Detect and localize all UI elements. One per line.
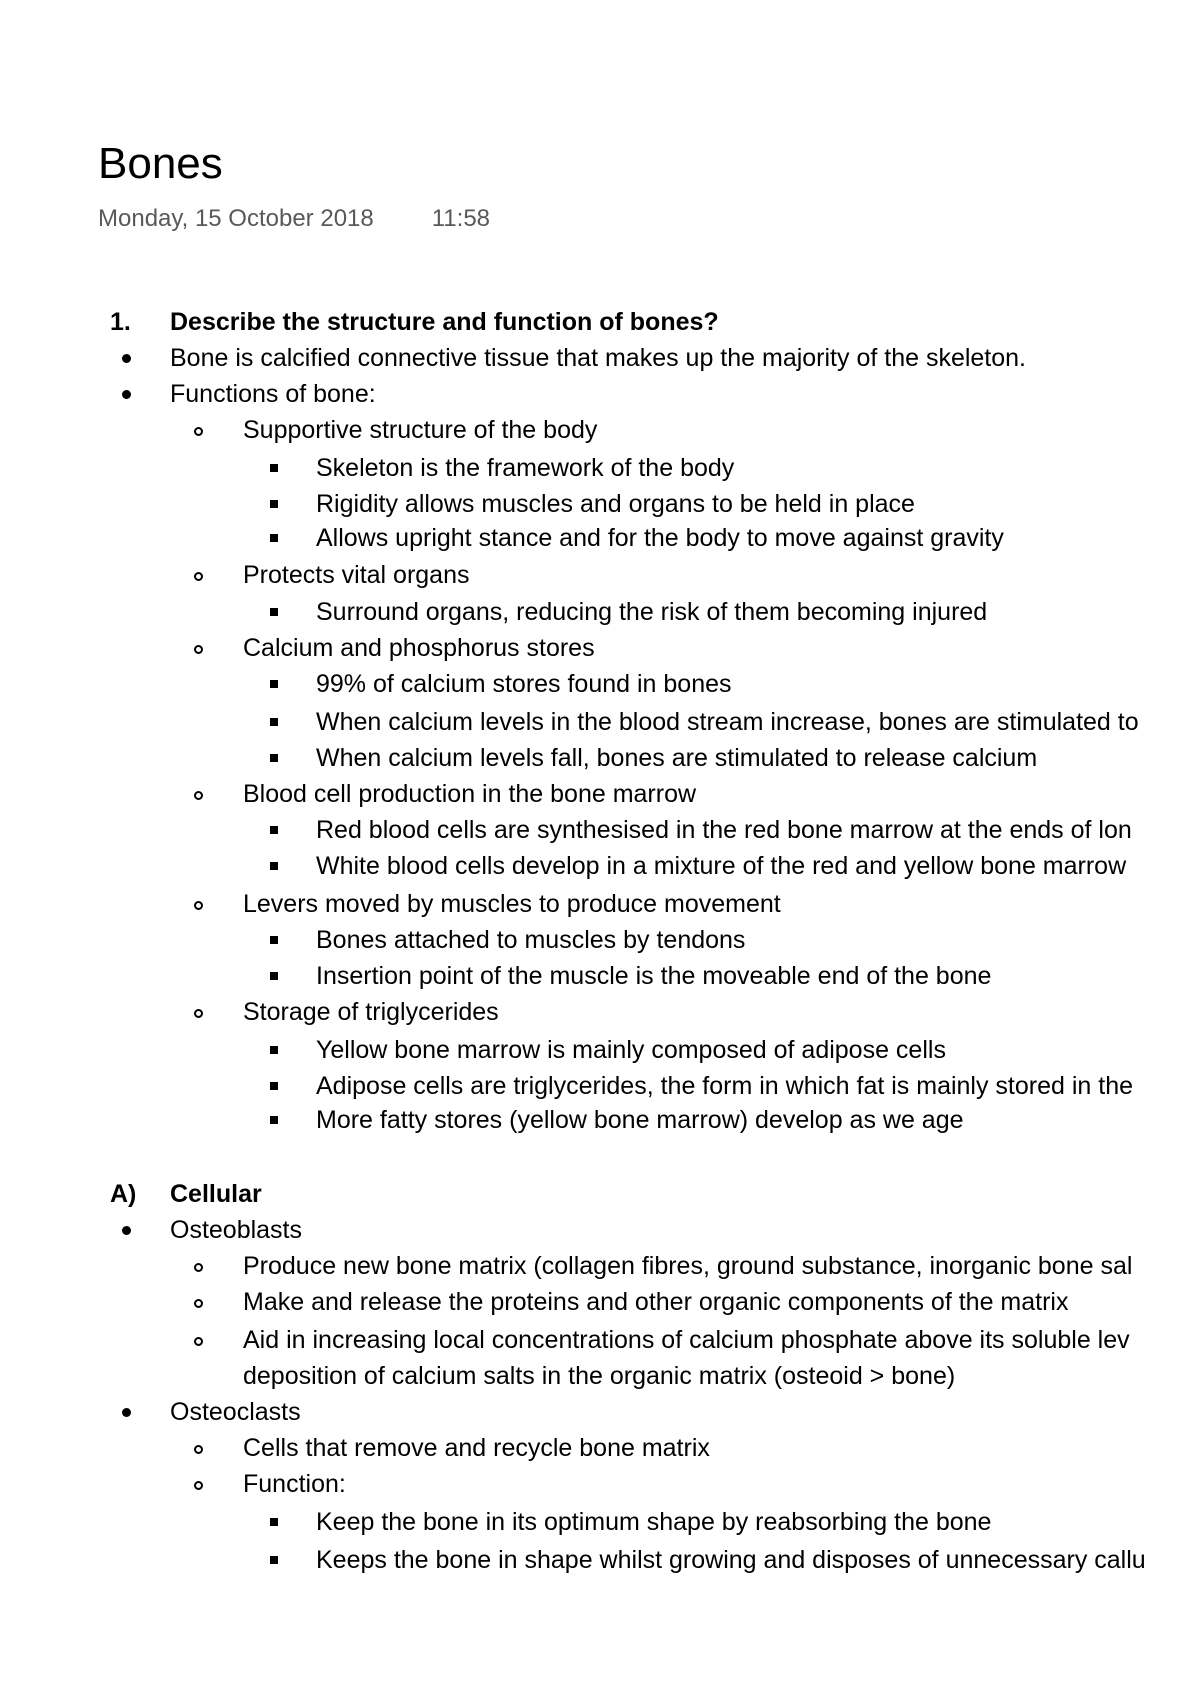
item-text: Functions of bone: xyxy=(170,380,376,408)
item-text: Osteoblasts xyxy=(170,1216,303,1244)
item-text: Skeleton is the framework of the body xyxy=(316,454,735,482)
bullet-circle-icon xyxy=(194,645,203,654)
bullet-circle-icon xyxy=(194,1481,203,1490)
bullet-square-icon xyxy=(270,680,278,688)
item-text: Bones attached to muscles by tendons xyxy=(316,926,746,954)
bullet-square-icon xyxy=(270,1518,278,1526)
item-text: Cells that remove and recycle bone matrix xyxy=(243,1434,710,1462)
bullet-circle-icon xyxy=(194,1337,203,1346)
item-text: When calcium levels in the blood stream increase, bones are stimulated to xyxy=(316,708,1139,736)
section-heading: Cellular xyxy=(170,1180,262,1208)
bullet-square-icon xyxy=(270,608,278,616)
item-text: White blood cells develop in a mixture of the red and yellow bone marrow xyxy=(316,852,1127,880)
bullet-circle-icon xyxy=(194,1445,203,1454)
bullet-square-icon xyxy=(270,754,278,762)
bullet-disc-icon xyxy=(122,1408,131,1417)
bullet-circle-icon xyxy=(194,1009,203,1018)
note-date: Monday, 15 October 2018 xyxy=(98,205,374,232)
item-text: Yellow bone marrow is mainly composed of adipose cells xyxy=(316,1036,946,1064)
section-heading: Describe the structure and function of bones? xyxy=(170,308,719,336)
bullet-circle-icon xyxy=(194,427,203,436)
item-text: Rigidity allows muscles and organs to be held in place xyxy=(316,490,915,518)
item-text: Storage of triglycerides xyxy=(243,998,499,1026)
bullet-circle-icon xyxy=(194,1263,203,1272)
item-text: Osteoclasts xyxy=(170,1398,301,1426)
item-text: Protects vital organs xyxy=(243,561,470,589)
item-text: Levers moved by muscles to produce movement xyxy=(243,890,781,918)
item-text: Keeps the bone in shape whilst growing and disposes of unnecessary callu xyxy=(316,1546,1146,1574)
bullet-square-icon xyxy=(270,972,278,980)
bullet-square-icon xyxy=(270,718,278,726)
item-text: Surround organs, reducing the risk of them becoming injured xyxy=(316,598,988,626)
item-text: Allows upright stance and for the body to move against gravity xyxy=(316,524,1004,552)
item-text: Calcium and phosphorus stores xyxy=(243,634,595,662)
item-text: When calcium levels fall, bones are stimulated to release calcium xyxy=(316,744,1038,772)
list-number: 1. xyxy=(110,308,131,336)
bullet-circle-icon xyxy=(194,572,203,581)
bullet-disc-icon xyxy=(122,390,131,399)
note-time: 11:58 xyxy=(431,205,491,232)
bullet-square-icon xyxy=(270,464,278,472)
bullet-square-icon xyxy=(270,1082,278,1090)
item-text: Supportive structure of the body xyxy=(243,416,598,444)
page-title: Bones xyxy=(98,139,223,188)
bullet-square-icon xyxy=(270,826,278,834)
bullet-circle-icon xyxy=(194,791,203,800)
item-text: Bone is calcified connective tissue that makes up the majority of the skeleton. xyxy=(170,344,1027,372)
item-text: Function: xyxy=(243,1470,346,1498)
item-text: Aid in increasing local concentrations of calcium phosphate above its soluble lev xyxy=(243,1326,1130,1354)
item-text: Adipose cells are triglycerides, the form in which fat is mainly stored in the xyxy=(316,1072,1134,1100)
list-number: A) xyxy=(110,1180,137,1208)
page-bottom-mask xyxy=(0,1578,1200,1698)
bullet-square-icon xyxy=(270,1116,278,1124)
bullet-disc-icon xyxy=(122,354,131,363)
item-text: Produce new bone matrix (collagen fibres, ground substance, inorganic bone sal xyxy=(243,1252,1133,1280)
bullet-square-icon xyxy=(270,534,278,542)
bullet-square-icon xyxy=(270,500,278,508)
item-text: 99% of calcium stores found in bones xyxy=(316,670,732,698)
item-text: Insertion point of the muscle is the moveable end of the bone xyxy=(316,962,992,990)
bullet-square-icon xyxy=(270,936,278,944)
item-text: More fatty stores (yellow bone marrow) develop as we age xyxy=(316,1106,964,1134)
bullet-square-icon xyxy=(270,1046,278,1054)
bullet-circle-icon xyxy=(194,1299,203,1308)
bullet-circle-icon xyxy=(194,901,203,910)
note-metadata xyxy=(98,204,490,234)
item-text: Make and release the proteins and other organic components of the matrix xyxy=(243,1288,1069,1316)
item-text: Red blood cells are synthesised in the red bone marrow at the ends of lon xyxy=(316,816,1132,844)
bullet-square-icon xyxy=(270,1556,278,1564)
item-text: Blood cell production in the bone marrow xyxy=(243,780,697,808)
item-text: Keep the bone in its optimum shape by reabsorbing the bone xyxy=(316,1508,992,1536)
item-text: deposition of calcium salts in the organic matrix (osteoid > bone) xyxy=(243,1362,956,1390)
bullet-square-icon xyxy=(270,862,278,870)
bullet-disc-icon xyxy=(122,1226,131,1235)
